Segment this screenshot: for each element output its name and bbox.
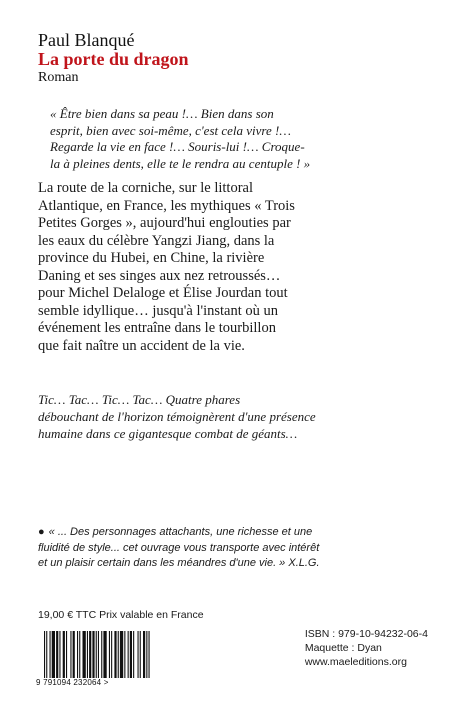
summary-line: pour Michel Delaloge et Élise Jourdan tout bbox=[38, 285, 288, 301]
teaser-line: débouchant de l'horizon témoignèrent d'une présence bbox=[38, 409, 316, 424]
summary-line: événement les entraîne dans le tourbillon bbox=[38, 320, 276, 336]
quote-line: Regarde la vie en face !… Souris-lui !… Croque- bbox=[50, 139, 305, 154]
barcode-bars bbox=[36, 631, 171, 679]
quote-line: esprit, bien avec soi-même, c'est cela vivre !… bbox=[50, 122, 291, 138]
teaser-line: humaine dans ce gigantesque combat de géants… bbox=[38, 426, 298, 441]
review-quote bbox=[38, 525, 438, 572]
publisher-website: www.maeleditions.org bbox=[304, 656, 407, 668]
review-line: et un plaisir certain dans les méandres d'une vie. » X.L.G. bbox=[38, 557, 320, 569]
book-title: La porte du dragon bbox=[38, 49, 189, 69]
summary-line: semble idyllique… jusqu'à l'instant où un bbox=[38, 302, 279, 319]
bullet-icon: ● bbox=[38, 526, 45, 538]
quote-line: « Être bien dans sa peau !… Bien dans son bbox=[50, 106, 274, 121]
isbn-number: ISBN : 979-10-94232-06-4 bbox=[304, 628, 428, 640]
summary-line: Daning et ses singes aux nez retroussés… bbox=[38, 267, 281, 284]
review-line-text: « ... Des personnages attachants, une richesse et une bbox=[48, 526, 313, 538]
summary-line: Petites Gorges », aujourd'hui englouties par bbox=[38, 215, 291, 231]
summary-line: province du Hubei, en Chine, la rivière bbox=[38, 250, 265, 266]
summary-line: que fait naître un accident de la vie. bbox=[38, 337, 245, 354]
summary-line: La route de la corniche, sur le littoral bbox=[38, 180, 253, 196]
book-genre: Roman bbox=[38, 70, 79, 85]
review-line bbox=[38, 525, 438, 541]
summary-line: Atlantique, en France, les mythiques « Trois bbox=[38, 197, 295, 214]
author-name: Paul Blanqué bbox=[38, 30, 135, 50]
price-label: 19,00 € TTC Prix valable en France bbox=[38, 609, 204, 621]
maquette-credit: Maquette : Dyan bbox=[304, 642, 382, 654]
summary-paragraph bbox=[38, 180, 438, 355]
review-line: fluidité de style... cet ouvrage vous transporte avec intérêt bbox=[38, 541, 320, 554]
epigraph-quote bbox=[50, 106, 430, 172]
teaser-paragraph bbox=[38, 391, 438, 442]
isbn-barcode bbox=[36, 631, 171, 691]
publishing-info bbox=[305, 627, 428, 669]
quote-line: la à pleines dents, elle te le rendra au centuple ! » bbox=[50, 155, 311, 171]
barcode-digits: 9 791094 232064 > bbox=[36, 678, 171, 688]
summary-line: les eaux du célèbre Yangzi Jiang, dans la bbox=[38, 232, 275, 249]
teaser-line: Tic… Tac… Tic… Tac… Quatre phares bbox=[38, 392, 241, 407]
